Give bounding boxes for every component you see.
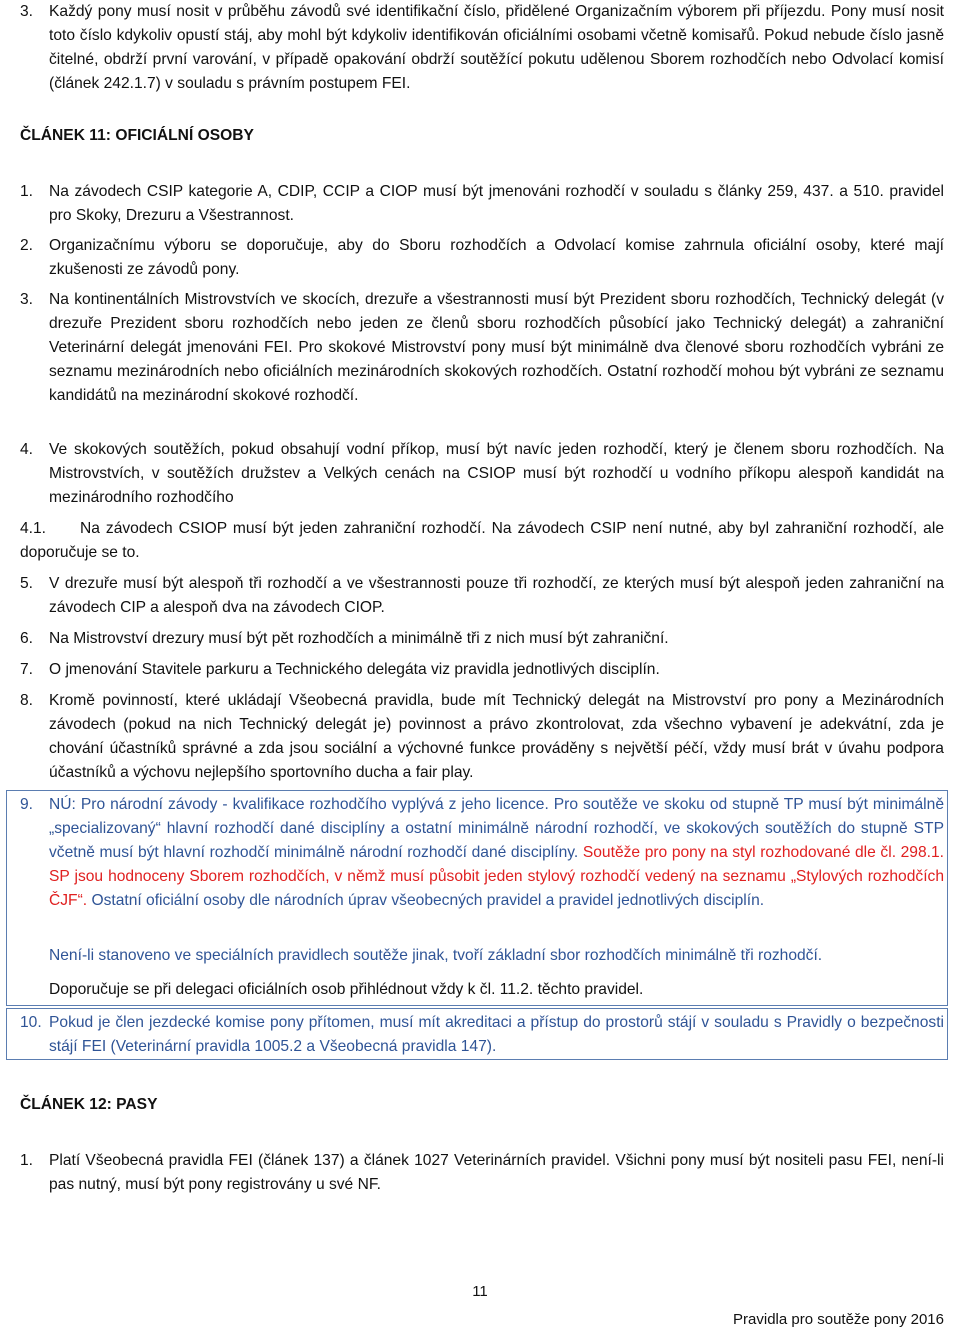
item-9-other-officials: Ostatní oficiální osoby dle národních úprav všeobecných pravidel a pravidel jednotlivých disciplín. xyxy=(91,892,765,909)
footer-title: Pravidla pro soutěže pony 2016 xyxy=(733,1311,944,1328)
article-12-item-1: 1. Platí Všeobecná pravidla FEI (článek 137) a článek 1027 Veterinárních pravidel. Všichni pony musí být nositeli pasu FEI, není-li pas nutný, musí být pony registrovány u své NF. xyxy=(20,1152,944,1193)
article-11-item-7: 7. O jmenování Stavitele parkuru a Technického delegáta viz pravidla jednotlivých disciplín. xyxy=(20,661,660,678)
article-11-item-6: 6. Na Mistrovství drezury musí být pět rozhodčích a minimálně tři z nich musí být zahraniční. xyxy=(20,630,669,647)
article-11-heading: ČLÁNEK 11: OFICIÁLNÍ OSOBY xyxy=(20,127,254,144)
article-11-item-3: 3. Na kontinentálních Mistrovstvích ve skocích, drezuře a všestrannosti musí být Prezident sboru rozhodčích, Technický delegát (v drezuře Prezident sboru rozhodčích nebo jeden ze členů sboru rozhodčích působící jako Technický delegát) a zahraniční Veterinární delegát jmenováni FEI. Pro skokové Mistrovství pony musí být minimálně dva členové sboru rozhodčích vybráni ze seznamu mezinárodních nebo oficiálních mezinárodních skokových rozhodčích. Ostatní rozhodčí mohou být vybráni ze seznamu kandidátů na mezinárodní skokové rozhodčí. xyxy=(20,291,944,404)
item-9-paragraph-2: Není-li stanoveno ve speciálních pravidlech soutěže jinak, tvoří základní sbor rozhodčích minimálně tři rozhodčí. xyxy=(49,947,823,964)
item-9-style-rules: Soutěže pro pony na styl rozhodované dle čl. 298.1. SP jsou hodnoceny Sborem rozhodčích, v němž musí působit jeden stylový rozhodčí vedený na seznamu „Stylových rozhodčích ČJF“. xyxy=(49,844,944,909)
item-9-national-rules: NÚ: Pro národní závody - kvalifikace rozhodčího vyplývá z jeho licence. Pro soutěže ve skoku od stupně TP musí být minimálně „specializovaný“ hlavní rozhodčí dané disciplíny a ostatní minimálně národní rozhodčí, ve skokových soutěžích do stupně STP včetně musí být hlavní rozhodčí minimálně národní rozhodčí dané disciplíny. xyxy=(49,796,944,861)
article-11-item-8: 8. Kromě povinností, které ukládají Všeobecná pravidla, bude mít Technický delegát na Mistrovství pro pony a Mezinárodních závodech (pokud na nich Technický delegát je) povinnost a právo zkontrolovat, zda všechno vybavení je adekvátní, zda je chování účastníků správné a zda jsou sociální a výchovné funkce prováděny s největší péčí, vždy musí brát v úvahu podpora účastníků a výchovu nejlepšího sportovního ducha a fair play. xyxy=(20,692,944,781)
article-11-item-4: 4. Ve skokových soutěžích, pokud obsahují vodní příkop, musí být navíc jeden rozhodčí, který je členem sboru rozhodčích. Na Mistrovstvích, v soutěžích družstev a Velkých cenách na CSIOP musí být rozhodčí u vodního příkopu alespoň kandidát na mezinárodního rozhodčího xyxy=(20,441,944,506)
article-12-heading: ČLÁNEK 12: PASY xyxy=(20,1096,158,1113)
item-9-paragraph-3: Doporučuje se při delegaci oficiálních osob přihlédnout vždy k čl. 11.2. těchto pravidel. xyxy=(49,981,644,998)
article-11-item-10: 10. Pokud je člen jezdecké komise pony přítomen, musí mít akreditaci a přístup do prostorů stájí v souladu s Pravidly o bezpečnosti stájí FEI (Veterinární pravidla 1005.2 a Všeobecná pravidla 147). xyxy=(20,1014,944,1055)
article-11-item-2: 2. Organizačnímu výboru se doporučuje, aby do Sboru rozhodčích a Odvolací komise zahrnula oficiální osoby, které mají zkušenosti ze závodů pony. xyxy=(20,237,944,278)
page-number: 11 xyxy=(472,1283,488,1300)
article-11-item-1: 1. Na závodech CSIP kategorie A, CDIP, CCIP a CIOP musí být jmenováni rozhodčí v souladu s články 259, 437. a 510. pravidel pro Skoky, Drezuru a Všestrannost. xyxy=(20,183,944,224)
list-item-3-numbering: 3. Každý pony musí nosit v průběhu závodů své identifikační číslo, přidělené Organizačním výborem při příjezdu. Pony musí nosit toto číslo kdykoliv opustí stáj, aby mohl být kdykoliv identifikován oficiálními osobami včetně komisařů. Pokud nebude číslo jasně čitelné, obdrží první varování, v případě opakování obdrží soutěžící pokutu udělenou Sborem rozhodčích nebo Odvolací komisí (článek 242.1.7) v souladu s právním postupem FEI. xyxy=(20,3,944,92)
article-11-item-9: 9. NÚ: Pro národní závody - kvalifikace rozhodčího vyplývá z jeho licence. Pro soutěže ve skoku od stupně TP musí být minimálně „specializovaný“ hlavní rozhodčí dané disciplíny a ostatní minimálně národní rozhodčí, ve skokových soutěžích do stupně STP včetně musí být hlavní rozhodčí minimálně národní rozhodčí dané disciplíny. Soutěže pro pony na styl rozhodované dle čl. 298.1. SP jsou hodnoceny Sborem rozhodčích, v němž musí působit jeden stylový rozhodčí vedený na seznamu „Stylových rozhodčích ČJF“. Ostatní oficiální osoby dle národních úprav všeobecných pravidel a pravidel jednotlivých disciplín. xyxy=(20,796,944,909)
article-11-item-5: 5. V drezuře musí být alespoň tři rozhodčí a ve všestrannosti pouze tři rozhodčí, ze kterých musí být alespoň jeden zahraniční na závodech CIP a alespoň dva na závodech CIOP. xyxy=(20,575,944,616)
article-11-item-4-1: 4.1. Na závodech CSIOP musí být jeden zahraniční rozhodčí. Na závodech CSIP není nutné, aby byl zahraniční rozhodčí, ale doporučuje se to. xyxy=(20,520,944,561)
